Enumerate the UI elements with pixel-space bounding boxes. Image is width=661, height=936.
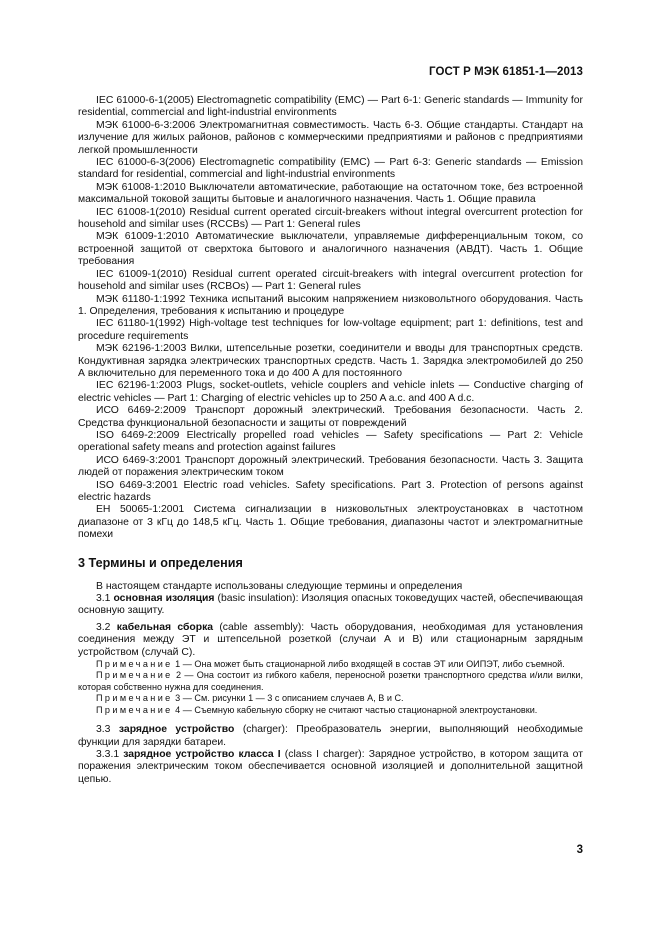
page-content	[78, 95, 583, 786]
reference-item: МЭК 61009-1:2010 Автоматические выключатели, управляемые дифференциальным током, со встроенной защитой от сверхтока бытового и аналогичного назначения (АВДТ). Часть 1. Общие требования	[78, 231, 583, 268]
reference-item: МЭК 61008-1:2010 Выключатели автоматические, работающие на остаточном токе, без встроенной максимальной токовой защиты бытовые и аналогичного назначения. Часть 1. Общие правила	[78, 181, 583, 206]
term-definition: (charger): Преобразователь энергии, выполняющий необходимые функции для зарядки батареи.	[78, 724, 583, 748]
term-number: 3.3.1	[96, 748, 120, 760]
reference-item: ISO 6469-2:2009 Electrically propelled road vehicles — Safety specifications — Part 2: Vehicle operational safety means and protection against failures	[78, 429, 583, 454]
term-number: 3.1	[96, 593, 111, 605]
note-label: Примечание	[96, 670, 173, 681]
term-3-3	[78, 724, 583, 749]
note-text: 2 — Она состоит из гибкого кабеля, переносной розетки транспортного средства и/или вилки, которая собственно нужна для соединения.	[78, 670, 583, 692]
note-4	[78, 705, 583, 716]
term-name: кабельная сборка	[116, 621, 214, 633]
note-3	[78, 693, 583, 704]
reference-item: МЭК 61000-6-3:2006 Электромагнитная совместимость. Часть 6-3. Общие стандарты. Стандарт на излучение для жилых районов, районов с коммерческими предприятиями и районов с предприятиями легкой промышленности	[78, 119, 583, 156]
note-label: Примечание	[96, 704, 173, 715]
note-label: Примечание	[96, 659, 173, 670]
term-3-2	[78, 622, 583, 659]
reference-item: ЕН 50065-1:2001 Система сигнализации в низковольтных электроустановках в частотном диапазоне от 3 кГц до 148,5 кГц. Часть 1. Общие требования, диапазоны частот и электромагнитные помехи	[78, 504, 583, 541]
reference-item: IEC 61009-1(2010) Residual current operated circuit-breakers with integral overcurrent protection for household and similar uses (RCBOs) — Part 1: General rules	[78, 268, 583, 293]
note-2	[78, 670, 583, 693]
section-intro: В настоящем стандарте использованы следующие термины и определения	[96, 580, 463, 592]
page-number: 3	[576, 844, 583, 856]
reference-item: IEC 62196-1:2003 Plugs, socket-outlets, vehicle couplers and vehicle inlets — Conductive charging of electric vehicles — Part 1: Charging of electric vehicles up to 250 A a.c. and 400 A d.c.	[78, 380, 583, 404]
reference-item: МЭК 61180-1:1992 Техника испытаний высоким напряжением низковольтного оборудования. Часть 1. Определения, требования к испытанию и процедуре	[78, 293, 583, 317]
term-3-3-1	[78, 749, 583, 786]
term-name: зарядное устройство класса I	[123, 748, 281, 760]
reference-item: IEC 61008-1(2010) Residual current operated circuit-breakers without integral overcurrent protection for household and similar uses (RCCBs) — Part 1: General rules	[78, 206, 583, 231]
note-text: 4 — Съемную кабельную сборку не считают частью стационарной электроустановки.	[172, 704, 538, 715]
document-header: ГОСТ Р МЭК 61851-1—2013	[429, 66, 583, 78]
reference-item: ИСО 6469-3:2001 Транспорт дорожный электрический. Требования безопасности. Часть 3. Защита людей от поражения электрическим током	[78, 454, 583, 479]
reference-item: МЭК 62196-1:2003 Вилки, штепсельные розетки, соединители и вводы для транспортных средств. Кондуктивная зарядка электрических транспортных средств. Часть 1. Зарядка электромобилей до 250 А включительно для переменного тока и до 400 А для постоянного	[78, 343, 583, 379]
reference-item: IEC 61180-1(1992) High-voltage test techniques for low-voltage equipment; part 1: definitions, test and procedure requirements	[78, 318, 583, 342]
term-definition: (basic insulation): Изоляция опасных токоведущих частей, обеспечивающая основную защиту.	[78, 593, 583, 617]
term-definition: (class I charger): Зарядное устройство, в котором защита от поражения электрическим током обеспечивается основной изоляцией и дополнительной защитной цепью.	[78, 748, 583, 785]
note-label: Примечание	[96, 693, 173, 704]
section-title: 3 Термины и определения	[78, 555, 243, 570]
term-number: 3.2	[96, 621, 111, 633]
term-name: основная изоляция	[113, 593, 215, 605]
term-3-1	[78, 593, 583, 618]
term-name: зарядное устройство	[118, 724, 235, 736]
note-text: 3 — См. рисунки 1 — 3 с описанием случаев А, В и С.	[172, 693, 404, 704]
note-1	[78, 659, 583, 670]
term-number: 3.3	[96, 724, 111, 736]
term-definition: (cable assembly): Часть оборудования, необходимая для установления соединения между ЭТ и штепсельной розеткой (случаи А и В) или стационарным зарядным устройством (случай С).	[78, 621, 583, 658]
reference-item: ИСО 6469-2:2009 Транспорт дорожный электрический. Требования безопасности. Часть 2. Средства функциональной безопасности и защиты от повреждений	[78, 405, 583, 429]
note-text: 1 — Она может быть стационарной либо входящей в состав ЭТ или ОИПЭТ, либо съемной.	[172, 659, 565, 670]
reference-item: IEC 61000-6-3(2006) Electromagnetic compatibility (EMC) — Part 6-3: Generic standards — Emission standard for residential, commercial and light-industrial environments	[78, 157, 583, 181]
reference-item: ISO 6469-3:2001 Electric road vehicles. Safety specifications. Part 3. Protection of persons against electric hazards	[78, 479, 583, 503]
reference-item: IEC 61000-6-1(2005) Electromagnetic compatibility (EMC) — Part 6-1: Generic standards — Immunity for residential, commercial and light-industrial environments	[78, 95, 583, 119]
